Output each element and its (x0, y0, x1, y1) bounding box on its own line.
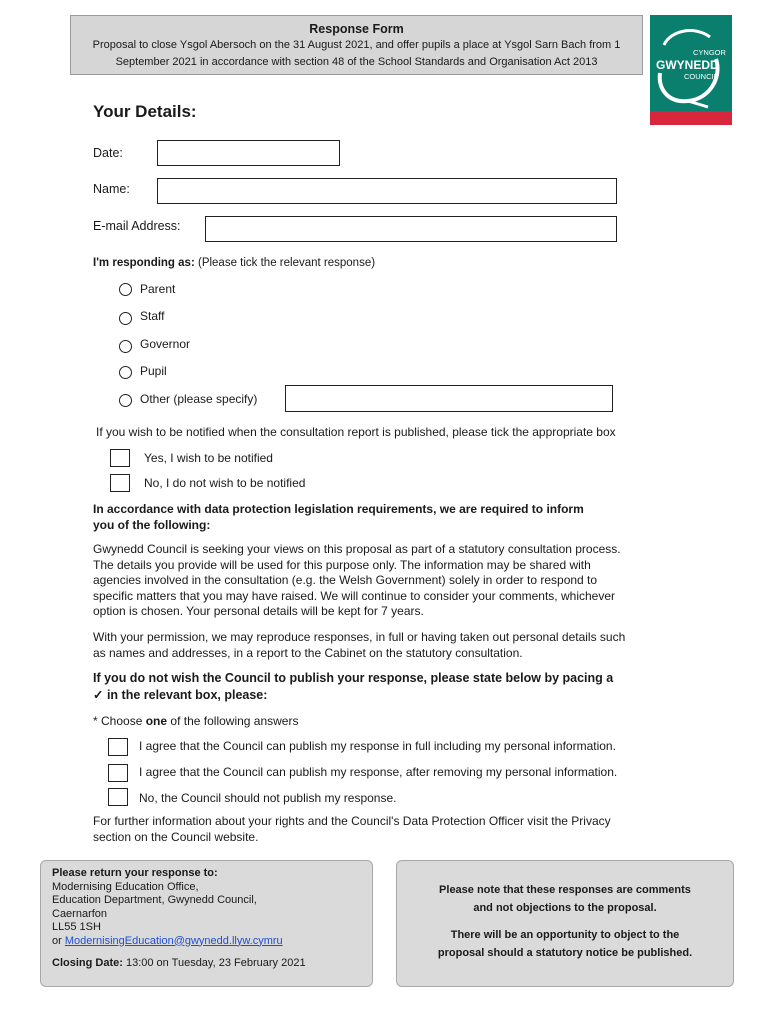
publish-anonymised-label: I agree that the Council can publish my response, after removing my personal information. (139, 765, 618, 779)
dp-p1-line: option is chosen. Your personal details will be kept for 7 years. (93, 604, 424, 618)
checkbox-do-not-publish[interactable] (108, 788, 128, 806)
subtitle-line-1: Proposal to close Ysgol Abersoch on the 31 August 2021, and offer pupils a place at Ysgol Sarn Bach from 1 (92, 39, 621, 51)
responding-as-hint: (Please tick the relevant response) (197, 257, 376, 269)
dp-p1-line: specific matters that you may have raised. We will continue to consider your comments, whichever (93, 588, 615, 603)
note-line-4: proposal should a statutory notice be published. (437, 947, 693, 959)
choose-bold: one (145, 714, 168, 728)
gwynedd-council-logo (650, 15, 732, 125)
email-link[interactable]: ModernisingEducation@gwynedd.llyw.cymru (64, 934, 283, 947)
address-line: Caernarfon (52, 907, 108, 920)
subtitle-line-2: September 2021 in accordance with section 48 of the School Standards and Organisation Act 2013 (115, 56, 598, 68)
address-line: LL55 1SH (52, 921, 101, 933)
name-field[interactable] (157, 178, 617, 204)
choose-instruction (93, 714, 298, 728)
note-line-2: and not objections to the proposal. (473, 902, 657, 914)
dp-p1-line: agencies involved in the consultation (e.g. the Welsh Government) solely in order to respond to (93, 573, 598, 587)
your-details-heading: Your Details: (93, 102, 197, 121)
radio-parent[interactable] (119, 283, 132, 296)
radio-staff[interactable] (119, 312, 132, 325)
logo-text-1: CYNGOR (693, 48, 726, 57)
option-parent-label: Parent (140, 282, 176, 296)
dp-p2-line: With your permission, we may reproduce responses, in full or having taken out personal details such (93, 630, 626, 644)
option-staff-label: Staff (140, 309, 165, 323)
closing-date (52, 957, 306, 971)
option-other-label: Other (please specify) (140, 392, 258, 406)
form-subtitle (79, 37, 634, 71)
note-line-1: Please note that these responses are comments (439, 884, 691, 896)
logo-red-bar (650, 111, 732, 125)
date-label: Date: (93, 146, 123, 160)
note-box (396, 860, 734, 987)
responding-as-row (93, 257, 375, 269)
email-field[interactable] (205, 216, 617, 242)
data-protection-paragraph-2 (93, 630, 625, 661)
address-line: Education Department, Gwynedd Council, (52, 894, 257, 906)
logo-g-icon (650, 15, 732, 111)
radio-governor[interactable] (119, 340, 132, 353)
choose-prefix: * Choose (93, 714, 143, 728)
notify-no-label: No, I do not wish to be notified (144, 476, 306, 490)
checkbox-publish-full[interactable] (108, 738, 128, 756)
option-pupil-label: Pupil (140, 364, 167, 378)
dp-p2-line: as names and addresses, in a report to the Cabinet on the statutory consultation. (93, 645, 523, 660)
closing-label: Closing Date: (52, 957, 123, 969)
publish-full-label: I agree that the Council can publish my response in full including my personal information. (139, 739, 616, 753)
logo-text-3: COUNCIL (684, 72, 718, 81)
name-label: Name: (93, 182, 130, 196)
do-not-publish-label: No, the Council should not publish my response. (139, 791, 397, 805)
address-line: Modernising Education Office, (52, 880, 199, 893)
email-label: E-mail Address: (93, 219, 181, 233)
choose-suffix: of the following answers (170, 714, 299, 728)
data-protection-heading (93, 502, 584, 533)
further-line-1: For further information about your rights and the Council's Data Protection Officer visit the Privacy (93, 814, 611, 828)
date-field[interactable] (157, 140, 340, 166)
notify-yes-label: Yes, I wish to be notified (144, 451, 273, 465)
form-header (70, 15, 643, 75)
form-title: Response Form (309, 22, 404, 36)
dp-heading-line-2: you of the following: (93, 517, 211, 532)
checkbox-notify-yes[interactable] (110, 449, 130, 467)
further-information (93, 814, 611, 845)
notify-question: If you wish to be notified when the consultation report is published, please tick the appropriate box (96, 425, 616, 439)
data-protection-paragraph-1 (93, 542, 621, 620)
closing-value: 13:00 on Tuesday, 23 February 2021 (125, 957, 306, 969)
further-line-2: section on the Council website. (93, 829, 259, 844)
email-line (52, 935, 306, 949)
checkbox-notify-no[interactable] (110, 474, 130, 492)
checkbox-publish-anonymised[interactable] (108, 764, 128, 782)
publish-heading-line-2: ✓ in the relevant box, please: (93, 688, 268, 702)
note-line-3: There will be an opportunity to object to the (450, 929, 680, 941)
or-text: or (52, 934, 62, 947)
dp-p1-line: Gwynedd Council is seeking your views on this proposal as part of a statutory consultation process. (93, 542, 621, 556)
option-governor-label: Governor (140, 337, 191, 351)
publish-heading (93, 670, 613, 704)
other-specify-field[interactable] (285, 385, 613, 412)
radio-pupil[interactable] (119, 366, 132, 379)
dp-heading-line-1: In accordance with data protection legislation requirements, we are required to inform (93, 502, 584, 516)
responding-as-label: I'm responding as: (93, 257, 195, 269)
radio-other[interactable] (119, 394, 132, 407)
dp-p1-line: The details you provide will be used for this purpose only. The information may be shared with (93, 557, 591, 572)
return-heading: Please return your response to: (52, 867, 218, 879)
publish-heading-line-1: If you do not wish the Council to publish your response, please state below by pacing a (93, 671, 614, 685)
logo-text-2: GWYNEDD (656, 58, 719, 72)
return-address-box (40, 860, 373, 987)
